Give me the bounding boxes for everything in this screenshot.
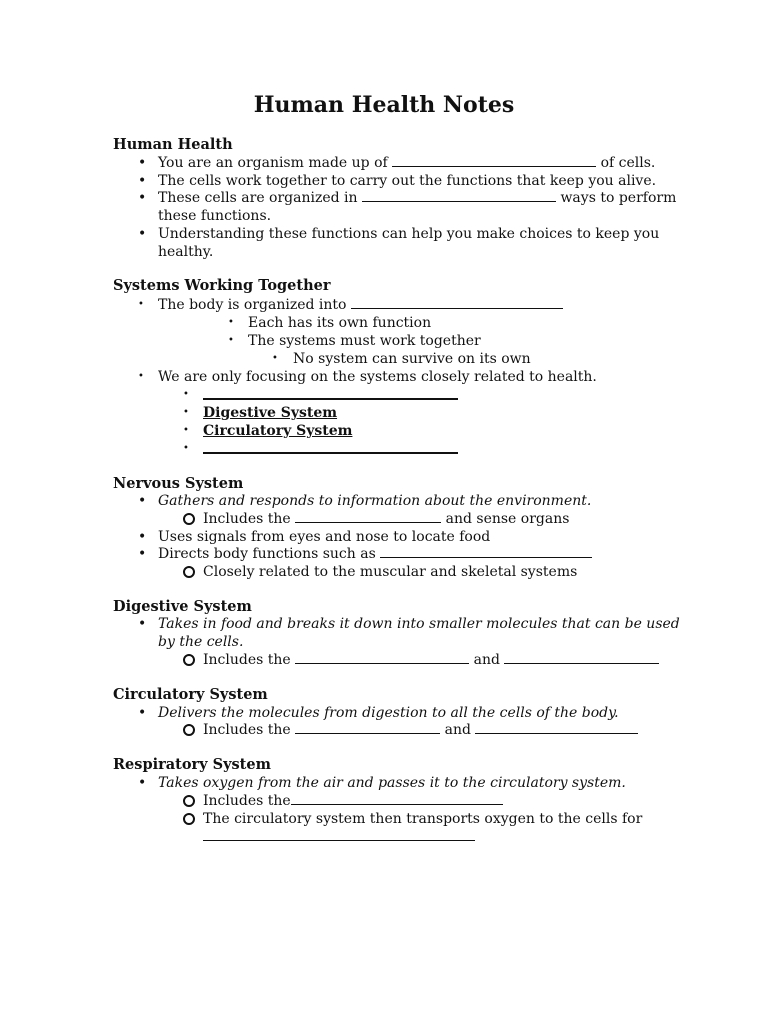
list-item-continuation xyxy=(203,828,475,846)
bullet-icon: • xyxy=(228,317,234,328)
list-item xyxy=(158,296,563,314)
fill-in-blank xyxy=(295,510,441,523)
list-item-continuation: by the cells. xyxy=(158,634,244,650)
list-item: Gathers and responds to information about the environment. xyxy=(158,493,592,509)
sub-list-item: The systems must work together xyxy=(248,333,481,349)
bullet-icon: • xyxy=(138,190,147,206)
page-title: Human Health Notes xyxy=(253,92,515,118)
list-item xyxy=(203,440,458,459)
fill-in-blank xyxy=(295,721,440,734)
list-item: Takes in food and breaks it down into smaller molecules that can be used xyxy=(158,616,680,632)
fill-in-blank xyxy=(203,386,458,400)
item-text: Includes the xyxy=(203,722,291,738)
bullet-icon: • xyxy=(138,775,147,791)
item-text: and sense organs xyxy=(445,511,570,527)
fill-in-blank xyxy=(203,440,458,454)
bullet-icon: • xyxy=(138,616,147,632)
item-text: of cells. xyxy=(600,155,656,171)
sub-list-item xyxy=(203,792,503,810)
bullet-icon: • xyxy=(183,443,189,454)
bullet-icon: • xyxy=(138,299,144,310)
section-heading-circulatory: Circulatory System xyxy=(113,686,268,703)
fill-in-blank xyxy=(392,154,596,167)
bullet-icon: • xyxy=(138,155,147,171)
item-text: Includes the xyxy=(203,652,291,668)
sub-list-item xyxy=(203,721,638,739)
bullet-icon: • xyxy=(228,335,234,346)
section-heading-digestive: Digestive System xyxy=(113,598,252,615)
list-item: Understanding these functions can help you make choices to keep you xyxy=(158,226,660,242)
item-text: You are an organism made up of xyxy=(158,155,388,171)
circle-bullet-icon xyxy=(183,795,195,807)
fill-in-blank xyxy=(203,828,475,841)
circle-bullet-icon xyxy=(183,566,195,578)
list-item: The cells work together to carry out the functions that keep you alive. xyxy=(158,173,657,189)
circle-bullet-icon xyxy=(183,654,195,666)
bullet-icon: • xyxy=(138,546,147,562)
item-text: ways to perform xyxy=(560,190,677,206)
bullet-icon: • xyxy=(183,389,189,400)
list-item-continuation: these functions. xyxy=(158,208,272,224)
bullet-icon: • xyxy=(138,371,144,382)
item-text: Directs body functions such as xyxy=(158,546,376,562)
sub-list-item xyxy=(203,651,659,669)
circle-bullet-icon xyxy=(183,724,195,736)
circle-bullet-icon xyxy=(183,813,195,825)
sub-list-item: The circulatory system then transports oxygen to the cells for xyxy=(203,811,643,827)
item-text: and xyxy=(444,722,471,738)
list-item-continuation: healthy. xyxy=(158,244,214,260)
fill-in-blank xyxy=(475,721,638,734)
bullet-icon: • xyxy=(138,705,147,721)
fill-in-blank xyxy=(380,545,592,558)
list-item: We are only focusing on the systems closely related to health. xyxy=(158,369,597,385)
list-item: Delivers the molecules from digestion to all the cells of the body. xyxy=(158,705,619,721)
section-heading-systems: Systems Working Together xyxy=(113,277,331,294)
item-text: Includes the xyxy=(203,511,291,527)
list-item xyxy=(203,386,458,405)
section-heading-nervous: Nervous System xyxy=(113,475,244,492)
sub-list-item xyxy=(203,510,569,528)
list-item: Uses signals from eyes and nose to locate food xyxy=(158,529,491,545)
fill-in-blank xyxy=(291,792,503,805)
bullet-icon: • xyxy=(183,425,189,436)
bullet-icon: • xyxy=(138,493,147,509)
sub-sub-list-item: No system can survive on its own xyxy=(293,351,531,367)
item-text: and xyxy=(473,652,500,668)
list-item: Takes oxygen from the air and passes it to the circulatory system. xyxy=(158,775,626,791)
fill-in-blank xyxy=(362,189,556,202)
fill-in-blank xyxy=(504,651,659,664)
circle-bullet-icon xyxy=(183,513,195,525)
bullet-icon: • xyxy=(138,529,147,545)
list-item-circulatory: Circulatory System xyxy=(203,423,353,439)
item-text: The body is organized into xyxy=(158,297,347,313)
bullet-icon: • xyxy=(183,407,189,418)
list-item-digestive: Digestive System xyxy=(203,405,338,421)
section-heading-human-health: Human Health xyxy=(113,136,233,153)
sub-list-item: Each has its own function xyxy=(248,315,432,331)
item-text: Includes the xyxy=(203,793,291,809)
fill-in-blank xyxy=(295,651,469,664)
list-item xyxy=(158,545,592,563)
sub-list-item: Closely related to the muscular and skeletal systems xyxy=(203,564,578,580)
fill-in-blank xyxy=(351,296,563,309)
section-heading-respiratory: Respiratory System xyxy=(113,756,271,773)
list-item xyxy=(158,189,676,207)
bullet-icon: • xyxy=(272,353,278,364)
list-item xyxy=(158,154,655,172)
bullet-icon: • xyxy=(138,226,147,242)
item-text: These cells are organized in xyxy=(158,190,358,206)
bullet-icon: • xyxy=(138,173,147,189)
